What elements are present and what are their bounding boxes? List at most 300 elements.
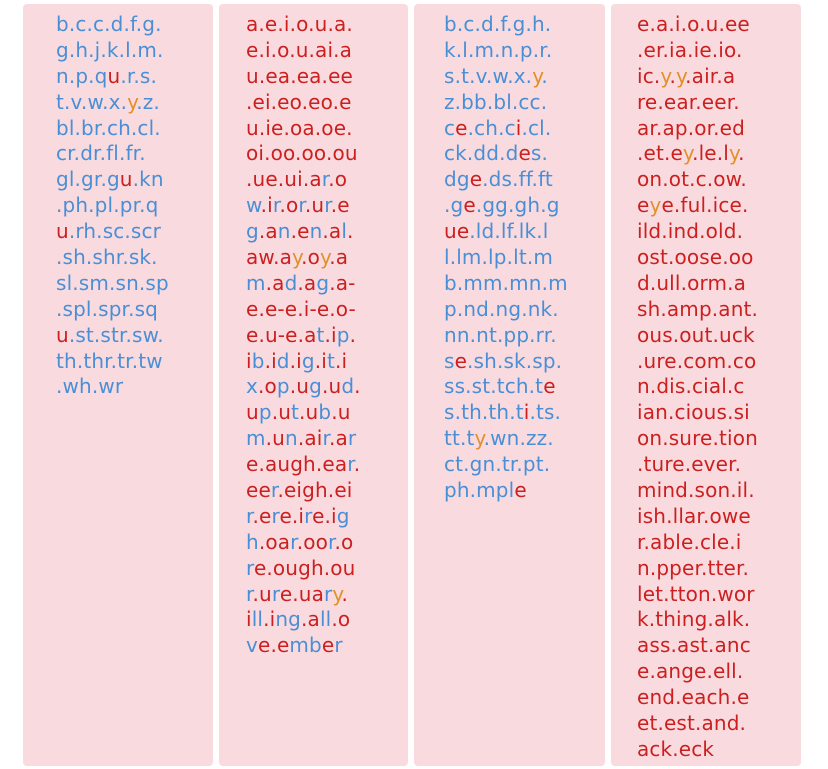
letter-segment: .o: [258, 374, 277, 399]
letter-segment: y: [649, 193, 662, 218]
letter-segment: gl.gr.g: [56, 167, 120, 192]
letter-segment: .u: [252, 581, 272, 606]
letter-segment: th.thr.tr.tw: [56, 348, 163, 373]
letter-segment: .i: [314, 348, 327, 373]
letter-segment: n.p.q: [56, 63, 108, 88]
letter-segment: .u: [299, 400, 319, 425]
letter-segment: d.ull.orm.a: [637, 270, 747, 295]
letter-segment: .: [347, 219, 354, 244]
text-line: [444, 219, 568, 245]
letter-segment: g: [316, 270, 330, 295]
letter-segment: mb: [289, 633, 322, 658]
letter-segment: ll: [251, 607, 264, 632]
letter-segment: .et.e: [637, 141, 683, 166]
letter-segment: r: [271, 503, 280, 528]
text-line: [637, 349, 758, 375]
letter-segment: .o: [301, 245, 321, 270]
text-line: [246, 452, 361, 478]
letter-segment: .o: [334, 529, 354, 554]
text-line: [637, 12, 758, 38]
text-line: [246, 556, 361, 582]
letter-segment: r: [272, 193, 280, 218]
text-line: [444, 452, 568, 478]
text-line: [56, 141, 169, 167]
letter-segment: u: [56, 219, 69, 244]
letter-segment: .e: [252, 503, 272, 528]
consonants-column-2: [414, 4, 605, 766]
letter-segment: .a: [297, 270, 317, 295]
letter-segment: re.ear.eer.: [637, 89, 740, 114]
letter-segment: .z.: [136, 89, 160, 114]
letter-segment: p: [336, 322, 350, 347]
letter-segment: ng: [275, 607, 302, 632]
letter-segment: .: [354, 374, 361, 399]
letter-segment: .i: [324, 322, 337, 347]
letter-segment: t: [316, 322, 325, 347]
text-line: [56, 193, 169, 219]
letter-segment: n.dis.cial.c: [637, 374, 745, 399]
letter-segment: sh.amp.ant.: [637, 296, 759, 321]
letter-segment: v: [246, 633, 258, 658]
letter-segment: .: [738, 141, 745, 166]
letter-segment: r: [304, 503, 313, 528]
text-line: [637, 530, 758, 556]
text-line: [56, 323, 169, 349]
text-line: [246, 64, 361, 90]
letter-segment: y: [474, 426, 484, 451]
letter-segment: cr.dr.fl.fr.: [56, 141, 146, 166]
letter-segment: e: [518, 141, 531, 166]
text-line: [246, 607, 361, 633]
text-line: [246, 90, 361, 116]
letter-segment: t: [326, 348, 335, 373]
letter-segment: y: [728, 141, 739, 166]
text-line: [637, 167, 758, 193]
text-line: [246, 582, 361, 608]
letter-segment: u.ie.oa.oe.: [246, 115, 353, 140]
text-line: [246, 245, 361, 271]
letter-segment: ish.llar.owe: [637, 503, 751, 528]
text-line: [637, 193, 758, 219]
letter-segment: ph.mpl: [444, 478, 515, 503]
letter-segment: e.i: [279, 503, 305, 528]
letter-segment: .air.a: [685, 63, 736, 88]
letter-segment: y: [682, 141, 693, 166]
text-line: [56, 167, 169, 193]
letter-segment: .a-: [329, 270, 356, 295]
letter-segment: .ch.c: [467, 115, 516, 140]
text-line: [56, 38, 169, 64]
letter-segment: .e: [290, 219, 310, 244]
letter-segment: i: [515, 115, 522, 140]
letter-segment: sl.sm.sn.sp: [56, 270, 169, 295]
letter-segment: e: [637, 193, 650, 218]
text-line: [56, 297, 169, 323]
letter-segment: b.mm.mn.m: [444, 270, 568, 295]
letter-segment: .st.str.sw.: [68, 322, 164, 347]
letter-segment: .oo: [296, 529, 328, 554]
letter-segment: p.nd.ng.nk.: [444, 296, 559, 321]
letter-segment: e: [454, 348, 468, 373]
letter-segment: e: [514, 478, 527, 503]
letter-segment: y: [127, 89, 137, 114]
letter-segment: e: [455, 115, 468, 140]
letter-segment: .kn: [132, 167, 164, 192]
letter-segment: b: [318, 400, 332, 425]
letter-segment: e.ange.ell.: [637, 659, 744, 684]
vowels-column-2: [611, 4, 801, 766]
text-line: [637, 141, 758, 167]
text-line: [444, 193, 568, 219]
text-line: [246, 426, 361, 452]
letter-segment: e: [543, 374, 556, 399]
text-line: [246, 193, 361, 219]
text-line: [246, 504, 361, 530]
letter-segment: u: [107, 63, 121, 88]
letter-segment: .u: [304, 193, 325, 218]
text-line: [637, 64, 758, 90]
letter-segment: e.i: [312, 503, 337, 528]
text-line: [444, 349, 568, 375]
text-line: [637, 400, 758, 426]
text-line: [56, 349, 169, 375]
text-line: [56, 116, 169, 142]
letter-segment: d: [276, 348, 290, 373]
letter-segment: bl.br.ch.cl.: [56, 115, 161, 140]
letter-segment: r: [321, 167, 329, 192]
letter-segment: r: [324, 581, 333, 606]
letter-segment: r: [271, 581, 280, 606]
text-line: [56, 271, 169, 297]
letter-segment: a.e.i.o.u.a.: [246, 12, 353, 36]
text-line: [637, 323, 758, 349]
text-line: [637, 116, 758, 142]
text-line: [637, 297, 758, 323]
letter-segment: dg: [444, 167, 470, 192]
letter-segment: g: [246, 219, 259, 244]
text-line: [246, 349, 361, 375]
letter-segment: .cl.: [521, 115, 552, 140]
text-line: [246, 141, 361, 167]
letter-segment: r: [322, 426, 329, 451]
letter-segment: .g: [444, 193, 464, 218]
letter-segment: ic.: [637, 63, 661, 88]
letter-segment: e.e-e.i-e.o-: [246, 296, 356, 321]
letter-segment: ous.out.uck: [637, 322, 755, 347]
line-list: [444, 12, 568, 504]
letter-segment: .le.l: [692, 141, 729, 166]
letter-segment: t: [291, 400, 300, 425]
text-line: [56, 245, 169, 271]
letter-segment: .u: [265, 426, 285, 451]
letter-segment: r: [290, 529, 297, 554]
text-line: [637, 38, 758, 64]
text-line: [637, 633, 758, 659]
consonants-column-1: [23, 4, 213, 766]
line-list: [56, 12, 169, 400]
letter-segment: i: [246, 348, 252, 373]
letter-segment: e: [469, 167, 483, 192]
letter-segment: m: [246, 270, 266, 295]
text-line: [444, 478, 568, 504]
letter-segment: .a: [258, 219, 278, 244]
text-line: [444, 374, 568, 400]
letter-segment: y: [676, 63, 686, 88]
text-line: [637, 90, 758, 116]
letter-segment: .sh.sk.sp.: [467, 348, 563, 373]
letter-segment: e.i.o.u.ai.a: [246, 37, 353, 62]
letter-segment: y: [332, 581, 342, 606]
letter-segment: .i: [264, 348, 277, 373]
letter-segment: on.ot.c.ow.: [637, 167, 747, 192]
letter-segment: r: [324, 193, 331, 218]
letter-segment: aw.a: [246, 245, 292, 270]
letter-segment: u: [246, 400, 259, 425]
letter-segment: .ds.ff.ft: [482, 167, 553, 192]
text-line: [246, 219, 361, 245]
text-line: [637, 607, 758, 633]
vowels-column-1: [219, 4, 408, 766]
letter-segment: .ure.com.co: [637, 348, 757, 373]
letter-segment: .sh.shr.sk.: [56, 245, 158, 270]
letter-segment: n: [277, 219, 291, 244]
text-line: [444, 64, 568, 90]
letter-segment: r: [270, 478, 278, 503]
letter-segment: .o: [279, 193, 299, 218]
letter-segment: .wh.wr: [56, 374, 124, 399]
text-line: [444, 90, 568, 116]
letter-segment: p: [258, 400, 272, 425]
letter-segment: ack.eck: [637, 736, 715, 761]
letter-segment: end.each.e: [637, 685, 750, 710]
letter-segment: .ts.: [529, 400, 562, 425]
text-line: [637, 556, 758, 582]
letter-segment: r: [347, 426, 357, 451]
letter-segment: g: [301, 348, 315, 373]
letter-segment: y: [532, 63, 542, 88]
letter-segment: tt.t: [444, 426, 475, 451]
letter-segment: b.c.d.f.g.h.: [444, 12, 552, 36]
letter-segment: u.ea.ea.ee: [246, 63, 353, 88]
letter-segment: s.t.v.w.x.: [444, 63, 533, 88]
text-line: [444, 271, 568, 297]
text-line: [444, 116, 568, 142]
letter-segment: u: [56, 322, 69, 347]
text-line: [637, 504, 758, 530]
letter-segment: ild.ind.old.: [637, 219, 744, 244]
letter-segment: l: [341, 219, 348, 244]
text-line: [246, 297, 361, 323]
text-line: [56, 90, 169, 116]
letter-segment: d: [341, 374, 355, 399]
letter-segment: b: [251, 348, 265, 373]
letter-segment: .: [541, 63, 548, 88]
letter-segment: .rh.sc.scr: [68, 219, 162, 244]
text-line: [246, 374, 361, 400]
letter-segment: .: [669, 63, 677, 88]
letter-segment: .u: [321, 374, 342, 399]
letter-segment: .oa: [258, 529, 291, 554]
letter-segment: .u: [271, 400, 292, 425]
text-line: [637, 659, 758, 685]
letter-segment: .ture.ever.: [637, 452, 742, 477]
text-line: [246, 478, 361, 504]
letter-segment: l.lm.lp.lt.m: [444, 245, 553, 270]
text-line: [56, 64, 169, 90]
letter-segment: n: [309, 219, 323, 244]
letter-segment: g: [309, 374, 322, 399]
text-line: [246, 38, 361, 64]
text-line: [444, 12, 568, 38]
letter-segment: let.tton.wor: [637, 581, 755, 606]
letter-segment: ck.dd.d: [444, 141, 519, 166]
text-line: [637, 737, 758, 763]
letter-segment: r: [298, 193, 305, 218]
letter-segment: r.able.cle.i: [637, 529, 742, 554]
letter-segment: .spl.spr.sq: [56, 296, 159, 321]
letter-segment: g.h.j.k.l.m.: [56, 37, 164, 62]
letter-segment: ee: [246, 478, 271, 503]
text-line: [56, 374, 169, 400]
letter-segment: .a: [328, 426, 348, 451]
letter-segment: mind.son.il.: [637, 478, 755, 503]
letter-segment: .ue.ui.a: [246, 167, 322, 192]
letter-segment: .i: [260, 193, 273, 218]
text-line: [637, 374, 758, 400]
letter-segment: n.pper.tter.: [637, 555, 750, 580]
letter-segment: .gg.gh.g: [475, 193, 560, 218]
letter-segment: r: [246, 555, 254, 580]
text-line: [56, 12, 169, 38]
letter-segment: ll: [319, 607, 332, 632]
letter-segment: b.c.c.d.f.g.: [56, 12, 162, 36]
letter-segment: z.bb.bl.cc.: [444, 89, 548, 114]
letter-segment: n: [284, 426, 298, 451]
letter-segment: .ai: [297, 426, 323, 451]
letter-segment: s.: [530, 141, 548, 166]
letter-segment: e: [463, 193, 476, 218]
letter-segment: .i: [334, 348, 348, 373]
letter-segment: ct.gn.tr.pt.: [444, 452, 551, 477]
text-line: [246, 530, 361, 556]
text-line: [637, 582, 758, 608]
text-line: [444, 323, 568, 349]
text-line: [444, 426, 568, 452]
text-line: [637, 478, 758, 504]
letter-segment: r: [347, 452, 354, 477]
text-line: [637, 219, 758, 245]
letter-segment: .o: [328, 167, 348, 192]
letter-segment: x: [246, 374, 258, 399]
letter-segment: e.ful.ice.: [661, 193, 749, 218]
text-line: [246, 323, 361, 349]
letter-segment: .ph.pl.pr.q: [56, 193, 159, 218]
letter-segment: w: [246, 193, 261, 218]
text-line: [444, 400, 568, 426]
letter-segment: s.th.th.t: [444, 400, 524, 425]
letter-segment: h: [246, 529, 259, 554]
letter-segment: r: [246, 503, 253, 528]
letter-segment: .u: [331, 400, 351, 425]
letter-segment: k.l.m.n.p.r.: [444, 37, 553, 62]
letter-segment: .e: [330, 193, 350, 218]
letter-segment: .: [353, 452, 361, 477]
letter-segment: .a: [265, 270, 285, 295]
letter-segment: i: [246, 607, 252, 632]
letter-segment: e: [321, 633, 335, 658]
letter-segment: r: [327, 529, 335, 554]
letter-segment: k.thing.alk.: [637, 607, 751, 632]
letter-segment: .ei.eo.eo.e: [246, 89, 352, 114]
letter-segment: e.e: [258, 633, 290, 658]
letter-segment: c: [444, 115, 456, 140]
letter-segment: .a: [301, 607, 320, 632]
letter-segment: g: [336, 503, 350, 528]
letter-segment: r: [334, 633, 343, 658]
text-line: [637, 685, 758, 711]
letter-segment: ar.ap.or.ed: [637, 115, 745, 140]
text-line: [637, 245, 758, 271]
text-line: [444, 297, 568, 323]
letter-segment: t.v.w.x.: [56, 89, 128, 114]
letter-segment: .r.s.: [120, 63, 157, 88]
letter-segment: m: [246, 426, 266, 451]
letter-segment: .o: [331, 607, 351, 632]
text-line: [246, 400, 361, 426]
letter-segment: et.est.and.: [637, 711, 747, 736]
text-line: [246, 633, 361, 659]
letter-segment: .i: [289, 348, 302, 373]
letter-segment: ss.st.tch.t: [444, 374, 544, 399]
letter-segment: e.u-e.a: [246, 322, 317, 347]
text-line: [444, 167, 568, 193]
text-line: [246, 167, 361, 193]
text-line: [56, 219, 169, 245]
letter-segment: i: [523, 400, 530, 425]
text-line: [444, 38, 568, 64]
text-line: [246, 116, 361, 142]
letter-segment: .er.ia.ie.io.: [637, 37, 743, 62]
letter-segment: p: [276, 374, 290, 399]
text-line: [246, 271, 361, 297]
line-list: [637, 12, 758, 763]
letter-segment: e.ua: [279, 581, 325, 606]
letter-segment: y: [320, 245, 330, 270]
letter-segment: ian.cious.si: [637, 400, 750, 425]
line-list: [246, 12, 361, 659]
letter-segment: .wn.zz.: [483, 426, 554, 451]
letter-segment: .a: [329, 245, 349, 270]
letter-segment: .: [349, 322, 357, 347]
letter-segment: ost.oose.oo: [637, 245, 754, 270]
letter-segment: s: [444, 348, 455, 373]
letter-segment: .i: [263, 607, 276, 632]
letter-segment: .: [341, 581, 349, 606]
text-line: [637, 452, 758, 478]
letter-segment: e.a.i.o.u.ee: [637, 12, 750, 36]
letter-segment: e.ough.ou: [253, 555, 356, 580]
letter-segment: .eigh.ei: [277, 478, 353, 503]
letter-segment: y: [292, 245, 302, 270]
letter-segment: ue: [444, 219, 470, 244]
letter-segment: e.augh.ea: [246, 452, 348, 477]
letter-segment: u: [119, 167, 133, 192]
text-line: [637, 711, 758, 737]
letter-segment: nn.nt.pp.rr.: [444, 322, 557, 347]
letter-segment: .a: [322, 219, 342, 244]
text-line: [637, 426, 758, 452]
text-line: [246, 12, 361, 38]
